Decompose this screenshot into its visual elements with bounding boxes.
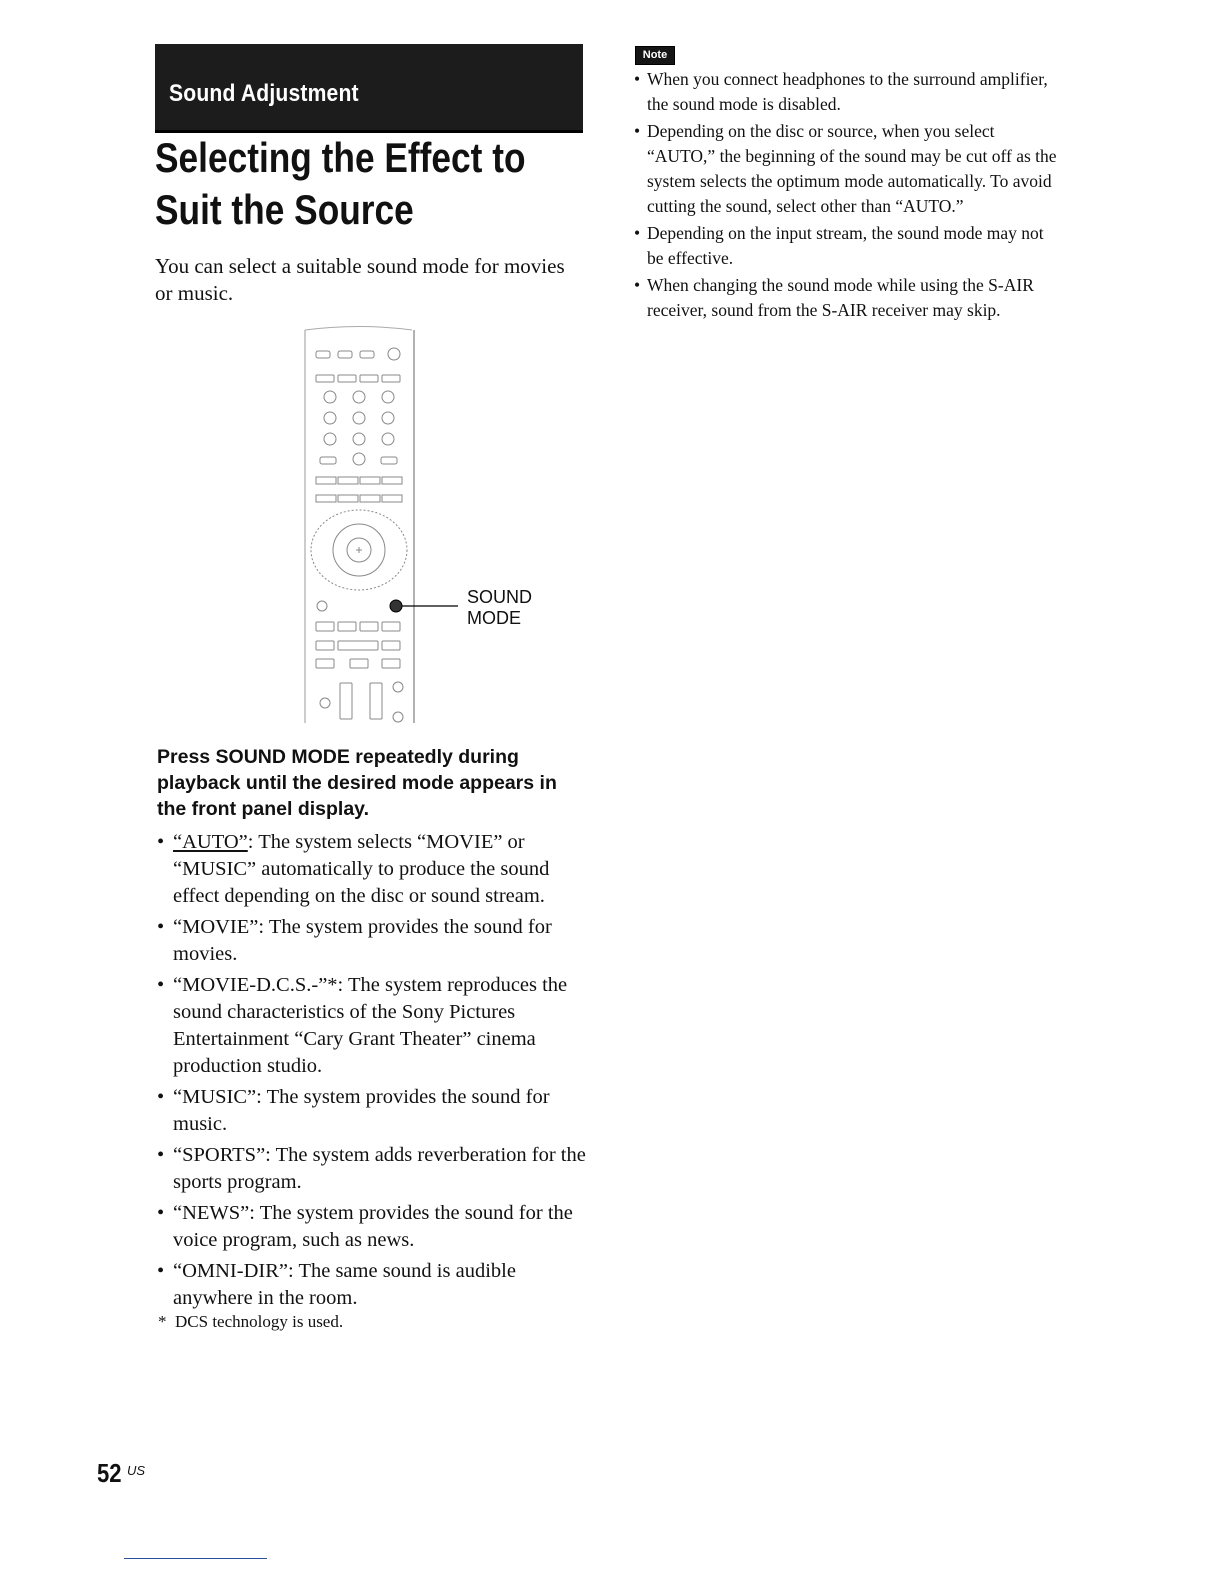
page-number-suffix: US: [127, 1463, 146, 1478]
mode-description: : The system selects “MOVIE” or “MUSIC” automatically to produce the sound effect depending on the disc or sound stream.: [173, 831, 550, 907]
page-title-line-2: Suit the Source: [155, 186, 414, 233]
list-item: [157, 972, 587, 1080]
remote-control-icon: [300, 325, 540, 725]
sound-mode-list: [157, 829, 587, 1316]
list-item: [157, 1200, 587, 1254]
mode-description: : The system reproduces the sound characteristics of the Sony Pictures Entertainment “Cary Grant Theater” cinema production studio.: [173, 974, 568, 1077]
bottom-rule: [124, 1558, 267, 1559]
mode-name: “MUSIC”: [173, 1086, 257, 1108]
intro-paragraph: You can select a suitable sound mode for movies or music.: [155, 254, 565, 305]
sound-mode-callout: [467, 587, 532, 629]
mode-description: : The same sound is audible anywhere in the room.: [173, 1260, 516, 1309]
note-item: • Depending on the input stream, the sound mode may not be effective.: [634, 221, 1064, 271]
list-item: [157, 1084, 587, 1138]
note-item: • When you connect headphones to the surround amplifier, the sound mode is disabled.: [634, 67, 1064, 117]
remote-control-illustration: [300, 325, 540, 725]
mode-description: : The system provides the sound for music.: [173, 1086, 550, 1135]
note-item: • Depending on the disc or source, when you select “AUTO,” the beginning of the sound may be cut off as the system selects the optimum mode automatically. To avoid cutting the sound, select other than “AUTO.”: [634, 119, 1064, 219]
note-item: • When changing the sound mode while using the S-AIR receiver, sound from the S-AIR receiver may skip.: [634, 273, 1064, 323]
list-item: [157, 1142, 587, 1196]
footnote: * DCS technology is used.: [158, 1312, 344, 1331]
mode-description: : The system provides the sound for the voice program, such as news.: [173, 1202, 573, 1251]
callout-line-1: SOUND: [467, 587, 533, 607]
section-banner-label: Sound Adjustment: [169, 80, 359, 107]
list-item: [157, 829, 587, 910]
page-title-line-1: Selecting the Effect to: [155, 134, 526, 181]
list-item: [157, 914, 587, 968]
page-title: [155, 132, 526, 236]
note-badge: Note: [635, 46, 675, 65]
mode-name: “SPORTS”: [173, 1144, 266, 1166]
page-number: 52: [97, 1458, 122, 1488]
mode-name: “MOVIE-D.C.S.-”*: [173, 974, 338, 996]
instruction-heading: Press SOUND MODE repeatedly during playback until the desired mode appears in the front panel display.: [157, 746, 557, 820]
list-item: [157, 1258, 587, 1312]
mode-name: “OMNI-DIR”: [173, 1260, 288, 1282]
mode-name: “AUTO”: [173, 831, 248, 853]
mode-description: : The system provides the sound for movies.: [173, 916, 552, 965]
mode-description: : The system adds reverberation for the sports program.: [173, 1144, 586, 1193]
note-list: [634, 67, 1064, 325]
callout-line-2: MODE: [467, 608, 521, 628]
mode-name: “NEWS”: [173, 1202, 250, 1224]
section-banner: [155, 44, 583, 133]
mode-name: “MOVIE”: [173, 916, 259, 938]
